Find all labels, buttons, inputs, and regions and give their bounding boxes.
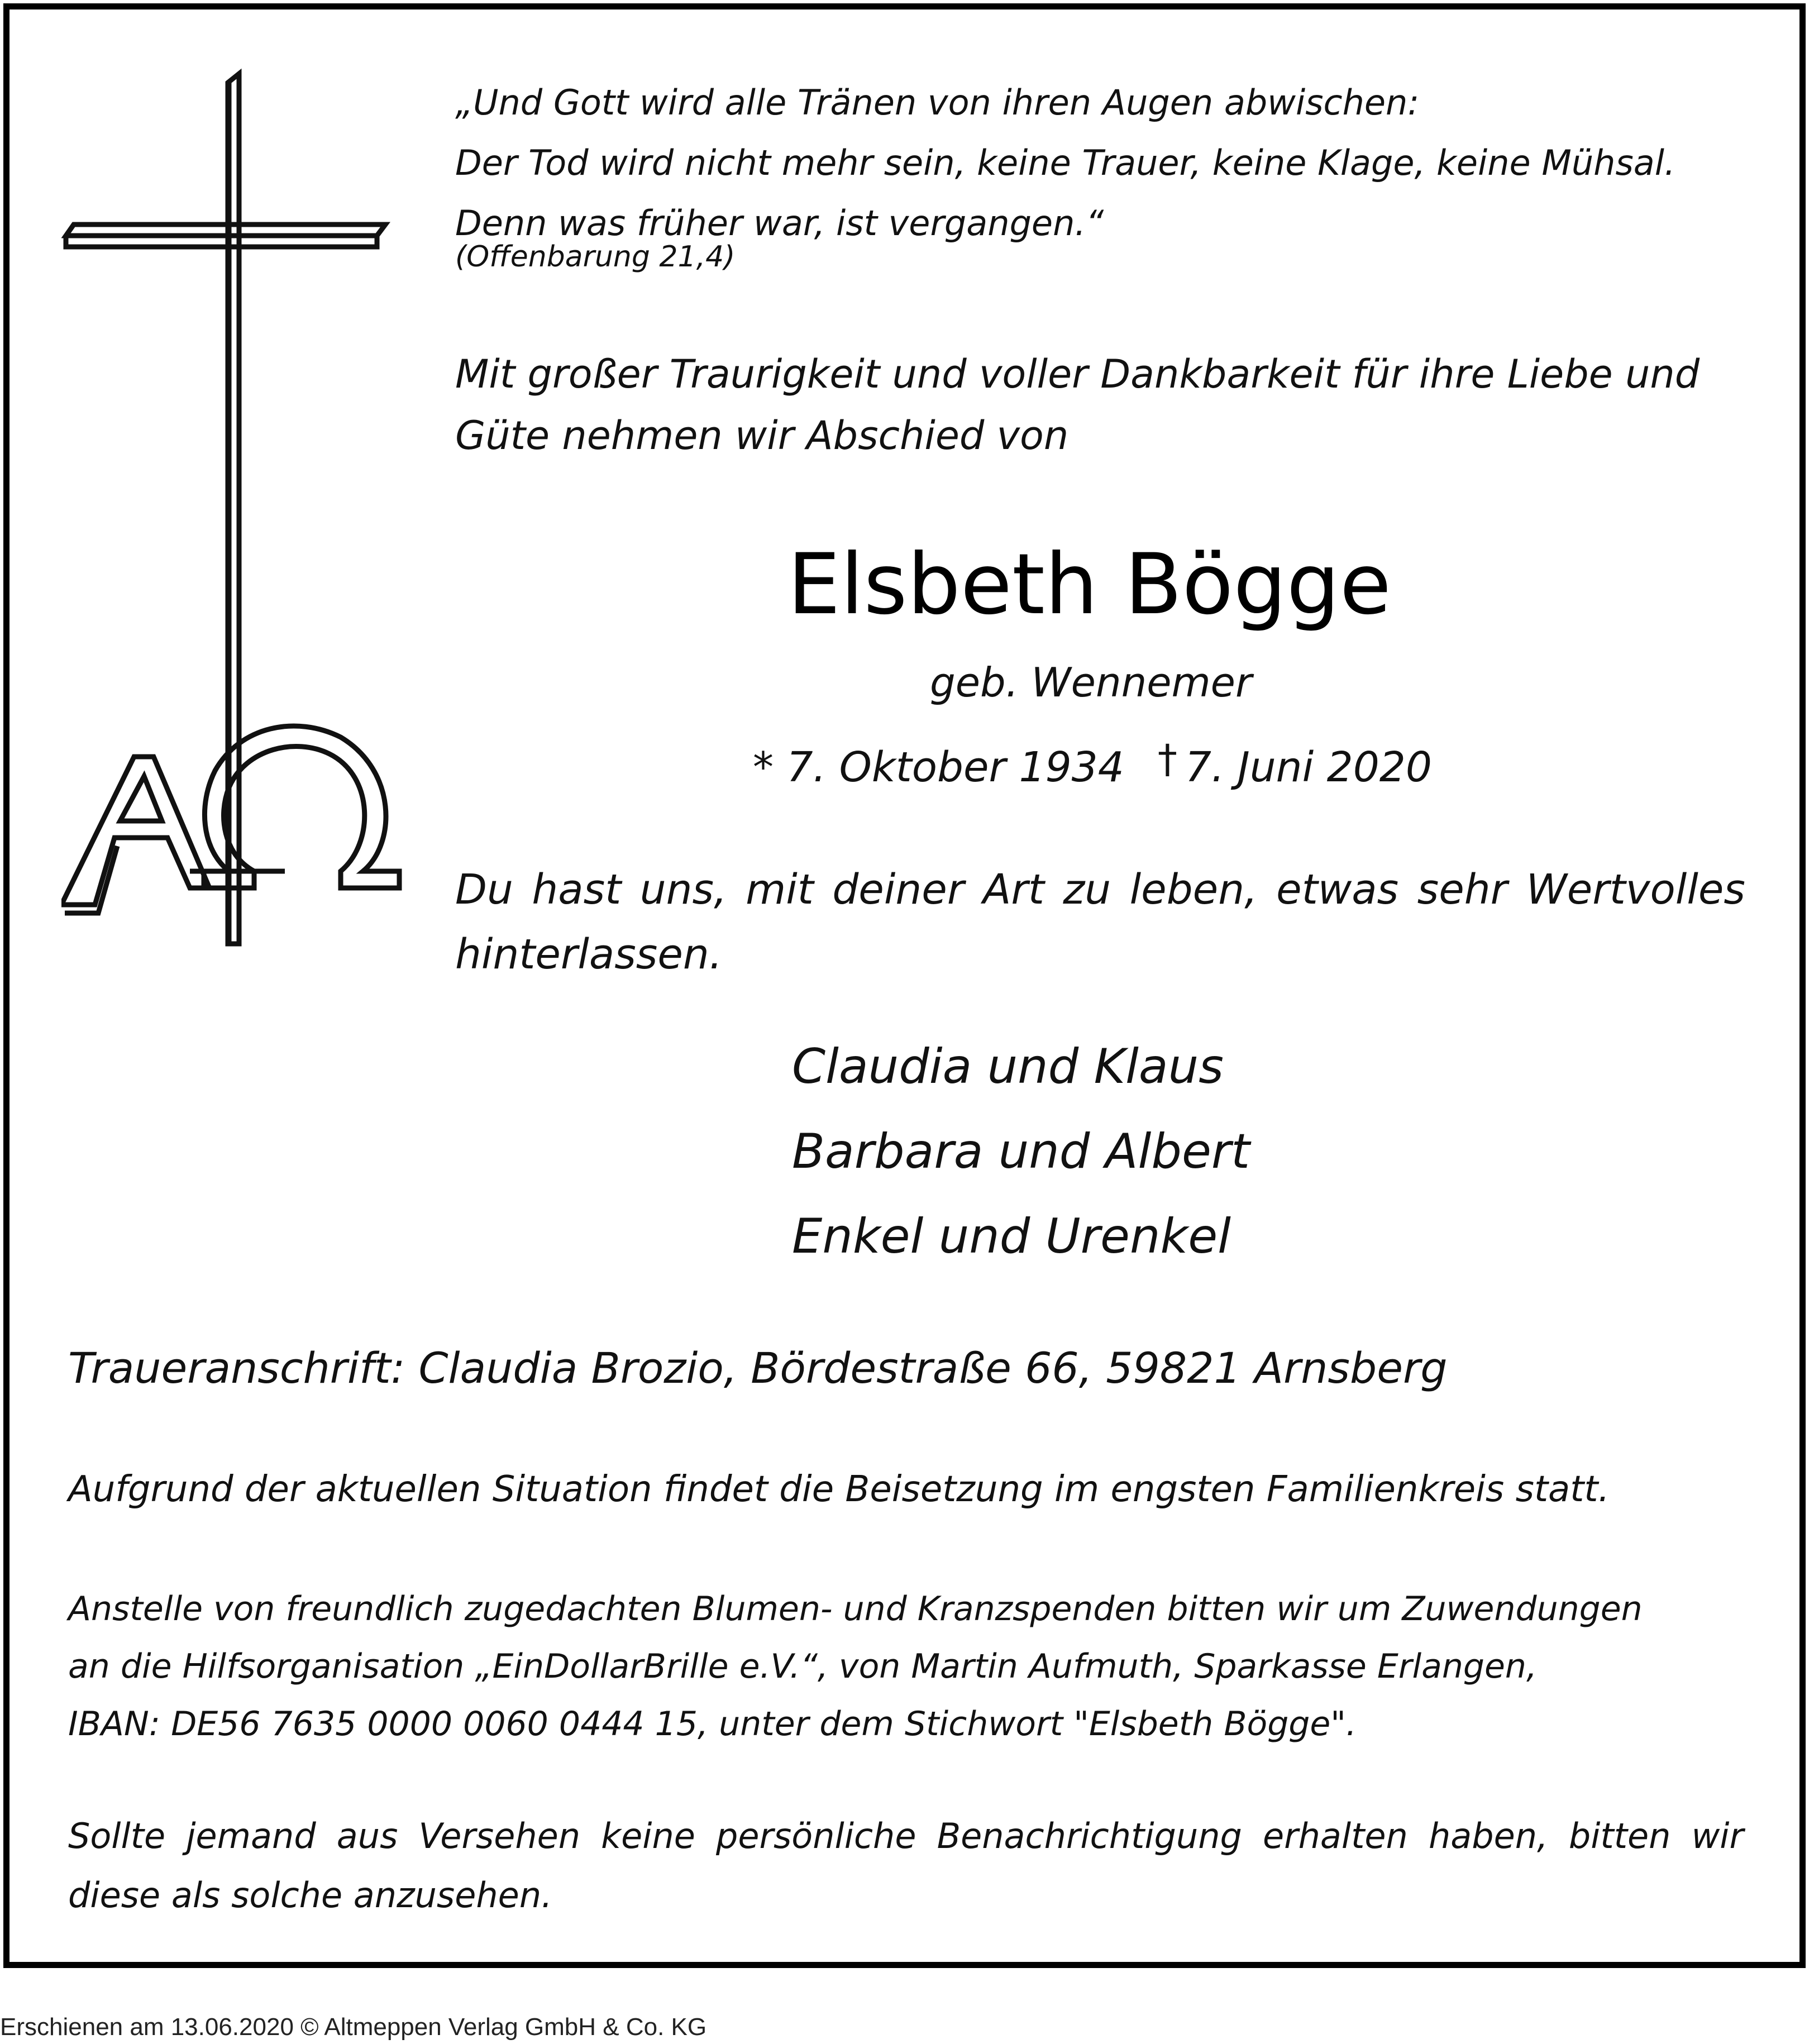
death-date: 7. Juni 2020 [1185,743,1432,791]
intro-line: Güte nehmen wir Abschied von [455,413,1069,459]
life-dates [753,736,1432,791]
donation-request [68,1580,1643,1753]
mourner-line: Barbara und Albert [792,1124,1250,1179]
death-cross-icon: † [1157,736,1177,782]
mourning-address: Traueranschrift: Claudia Brozio, Bördestraße 66, 59821 Arnsberg [68,1343,1448,1393]
intro-text [455,343,1700,466]
birth-date: * 7. Oktober 1934 [753,743,1124,791]
birth-name: geb. Wennemer [930,659,1252,706]
saying: Du hast uns, mit deiner Art zu leben, etwas sehr Wertvolles hinterlassen. [455,866,1745,978]
publication-footer: Erschienen am 13.06.2020 © Altmeppen Verlag GmbH & Co. KG [0,2013,707,2041]
intro-line: Mit großer Traurigkeit und voller Dankbarkeit für ihre Liebe und [455,351,1700,397]
verse-line: Der Tod wird nicht mehr sein, keine Trauer, keine Klage, keine Mühsal. [455,142,1675,183]
verse-line: Denn was früher war, ist vergangen.“ [455,203,1104,243]
verse-reference: (Offenbarung 21,4) [455,240,736,274]
donation-line: IBAN: DE56 7635 0000 0060 0444 15, unter dem Stichwort "Elsbeth Bögge". [68,1704,1357,1744]
burial-notice: Aufgrund der aktuellen Situation findet die Beisetzung im engsten Familienkreis statt. [68,1469,1610,1510]
bible-verse [455,73,1675,254]
mourner-line: Claudia und Klaus [792,1039,1224,1095]
deceased-name: Elsbeth Bögge [787,536,1392,633]
mourner-line: Enkel und Urenkel [792,1209,1231,1264]
donation-line: Anstelle von freundlich zugedachten Blumen- und Kranzspenden bitten wir um Zuwendungen [68,1589,1643,1628]
closing-note: Sollte jemand aus Versehen keine persönliche Benachrichtigung erhalten haben, bitten wir diese als solche anzusehen. [68,1816,1744,1916]
donation-line: an die Hilfsorganisation „EinDollarBrille e.V.“, von Martin Aufmuth, Sparkasse Erlangen, [68,1647,1538,1686]
verse-line: „Und Gott wird alle Tränen von ihren Augen abwischen: [455,82,1420,123]
cross-alpha-omega-icon [61,67,408,955]
